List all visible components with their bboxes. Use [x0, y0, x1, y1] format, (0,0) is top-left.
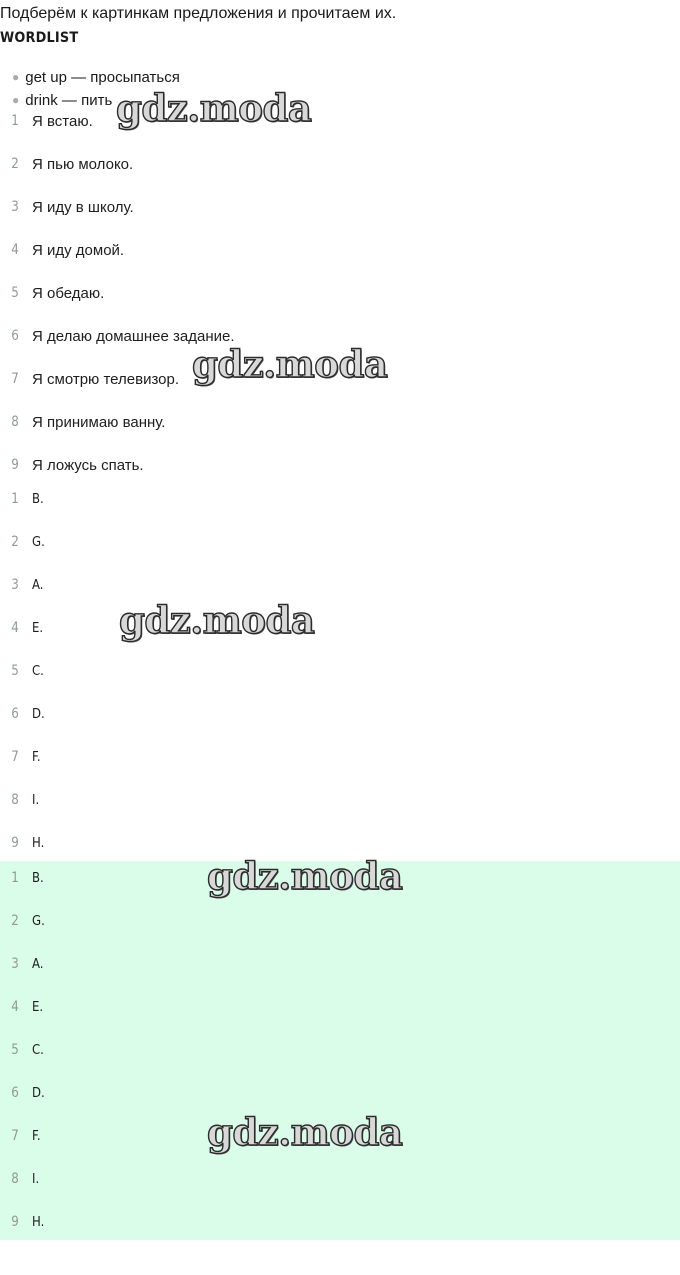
answer-item: [0, 663, 680, 683]
sentence-text: Я встаю.: [32, 113, 93, 130]
item-number: 9: [11, 1214, 19, 1230]
highlighted-answer-item: [0, 1214, 680, 1234]
item-number: 7: [11, 371, 19, 387]
answer-text: F.: [32, 750, 41, 765]
bullet-icon: ●: [12, 93, 20, 105]
highlighted-answer-text: G.: [32, 914, 45, 929]
sentence-item: [0, 156, 680, 176]
answer-item: [0, 620, 680, 640]
watermark: gdz.moda: [192, 342, 388, 386]
item-number: 3: [11, 956, 19, 972]
item-number: 4: [11, 242, 19, 258]
item-number: 5: [11, 285, 19, 301]
answer-item: [0, 749, 680, 769]
item-number: 6: [11, 706, 19, 722]
highlighted-answer-item: [0, 1042, 680, 1062]
highlighted-answer-text: F.: [32, 1129, 41, 1144]
watermark: gdz.moda: [116, 86, 312, 130]
answer-item: [0, 835, 680, 855]
answer-item: [0, 706, 680, 726]
highlighted-answer-item: [0, 913, 680, 933]
item-number: 2: [11, 156, 19, 172]
sentence-item: [0, 285, 680, 305]
highlighted-answer-item: [0, 956, 680, 976]
answer-text: H.: [32, 836, 45, 851]
item-number: 1: [11, 113, 19, 129]
item-number: 6: [11, 1085, 19, 1101]
answer-text: I.: [32, 793, 40, 808]
answer-text: B.: [32, 492, 44, 507]
sentence-text: Я ложусь спать.: [32, 457, 144, 474]
highlighted-answer-text: I.: [32, 1172, 40, 1187]
sentence-text: Я пью молоко.: [32, 156, 134, 173]
item-number: 8: [11, 792, 19, 808]
answer-item: [0, 792, 680, 812]
item-number: 4: [11, 999, 19, 1015]
item-number: 3: [11, 199, 19, 215]
sentence-item: [0, 113, 680, 133]
highlighted-answer-text: E.: [32, 1000, 44, 1015]
item-number: 7: [11, 749, 19, 765]
item-number: 7: [11, 1128, 19, 1144]
watermark: gdz.moda: [207, 854, 403, 898]
item-number: 9: [11, 457, 19, 473]
sentence-item: [0, 199, 680, 219]
sentence-item: [0, 457, 680, 477]
sentence-item: [0, 414, 680, 434]
sentence-text: Я иду в школу.: [32, 199, 134, 216]
wordlist-item-text: drink — пить: [25, 92, 113, 105]
item-number: 8: [11, 414, 19, 430]
wordlist-item-text: get up — просыпаться: [25, 69, 180, 86]
highlighted-answer-item: [0, 999, 680, 1019]
answer-text: A.: [32, 578, 44, 593]
item-number: 2: [11, 913, 19, 929]
highlighted-answer-text: B.: [32, 871, 44, 886]
sentence-text: Я смотрю телевизор.: [32, 371, 180, 388]
sentence-text: Я принимаю ванну.: [32, 414, 166, 431]
highlighted-answer-text: D.: [32, 1086, 45, 1101]
highlighted-answer-item: [0, 1171, 680, 1191]
answer-item: [0, 491, 680, 511]
item-number: 5: [11, 1042, 19, 1058]
answer-text: E.: [32, 621, 44, 636]
item-number: 9: [11, 835, 19, 851]
highlighted-answer-text: C.: [32, 1043, 44, 1058]
item-number: 3: [11, 577, 19, 593]
intro-text: Подберём к картинкам предложения и прочитаем их.: [0, 5, 397, 22]
sentence-text: Я делаю домашнее задание.: [32, 328, 235, 345]
highlighted-answer-text: H.: [32, 1215, 45, 1230]
wordlist-heading: WORDLIST: [0, 30, 79, 46]
answer-item: [0, 534, 680, 554]
answer-text: D.: [32, 707, 45, 722]
highlighted-answer-text: A.: [32, 957, 44, 972]
bullet-icon: ●: [12, 70, 20, 84]
item-number: 1: [11, 491, 19, 507]
answer-text: C.: [32, 664, 44, 679]
watermark: gdz.moda: [207, 1110, 403, 1154]
item-number: 2: [11, 534, 19, 550]
item-number: 4: [11, 620, 19, 636]
highlighted-answer-item: [0, 1085, 680, 1105]
item-number: 8: [11, 1171, 19, 1187]
watermark: gdz.moda: [119, 598, 315, 642]
answer-text: G.: [32, 535, 45, 550]
sentence-text: Я обедаю.: [32, 285, 105, 302]
item-number: 6: [11, 328, 19, 344]
sentence-text: Я иду домой.: [32, 242, 125, 259]
answer-item: [0, 577, 680, 597]
sentence-item: [0, 242, 680, 262]
item-number: 1: [11, 870, 19, 886]
item-number: 5: [11, 663, 19, 679]
